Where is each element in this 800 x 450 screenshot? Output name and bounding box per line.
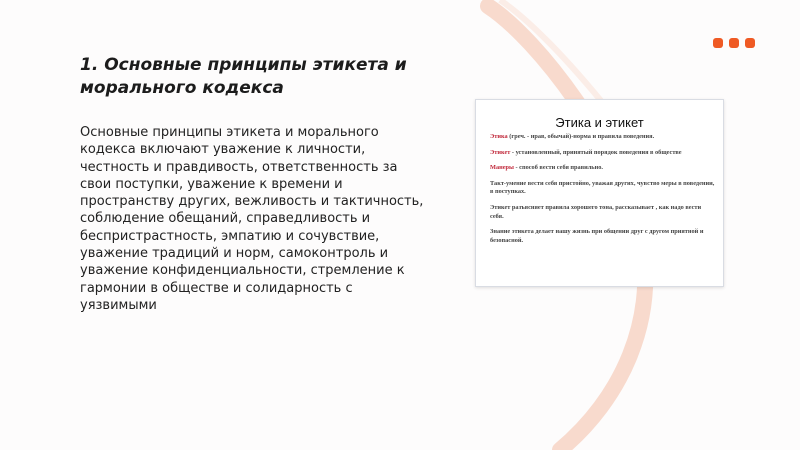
entry-term: Манеры bbox=[490, 164, 514, 172]
menu-dots-icon bbox=[713, 38, 755, 48]
entry-text: Такт-умение вести себя пристойно, уважая других, чувство меры в поведении, в поступках. bbox=[490, 179, 715, 196]
list-item bbox=[490, 164, 715, 173]
list-item bbox=[490, 228, 715, 245]
slide-body-text: Основные принципы этикета и морального кодекса включают уважение к личности, честность и правдивость, ответственность за свои поступки, уважение к времени и пространству других, вежливость и тактичность, соблюдение обещаний, справедливость и беспристрастность, эмпатию и сочувствие, уважение традиций и норм, самоконтроль и уважение конфиденциальности, стремление к гармонии в обществе и солидарность с уязвимыми bbox=[80, 125, 424, 313]
list-item bbox=[490, 180, 715, 197]
slide-title: 1. Основные принципы этикета и морального кодекса bbox=[80, 55, 407, 98]
dot-icon bbox=[729, 38, 739, 48]
entry-text: - установленный, принятый порядок поведения в обществе bbox=[510, 148, 682, 156]
entry-text: Знание этикета делает нашу жизнь при общении друг с другом приятной и безопасной. bbox=[490, 228, 704, 244]
image-entries bbox=[490, 133, 715, 252]
dot-icon bbox=[745, 38, 755, 48]
image-title: Этика и этикет bbox=[555, 115, 644, 130]
list-item bbox=[490, 133, 715, 142]
dot-icon bbox=[713, 38, 723, 48]
list-item bbox=[490, 204, 715, 221]
entry-term: Этикет bbox=[490, 148, 511, 156]
entry-text: Этикет разъясняет правила хорошего тона, рассказывает , как надо вести себя. bbox=[490, 203, 702, 220]
list-item bbox=[490, 149, 715, 158]
entry-text: - способ вести себя правильно. bbox=[513, 164, 603, 172]
entry-text: (греч. - нрав, обычай)-норма и правила поведения. bbox=[507, 133, 655, 140]
ethics-image-card bbox=[475, 99, 724, 287]
entry-term: Этика bbox=[490, 133, 508, 140]
